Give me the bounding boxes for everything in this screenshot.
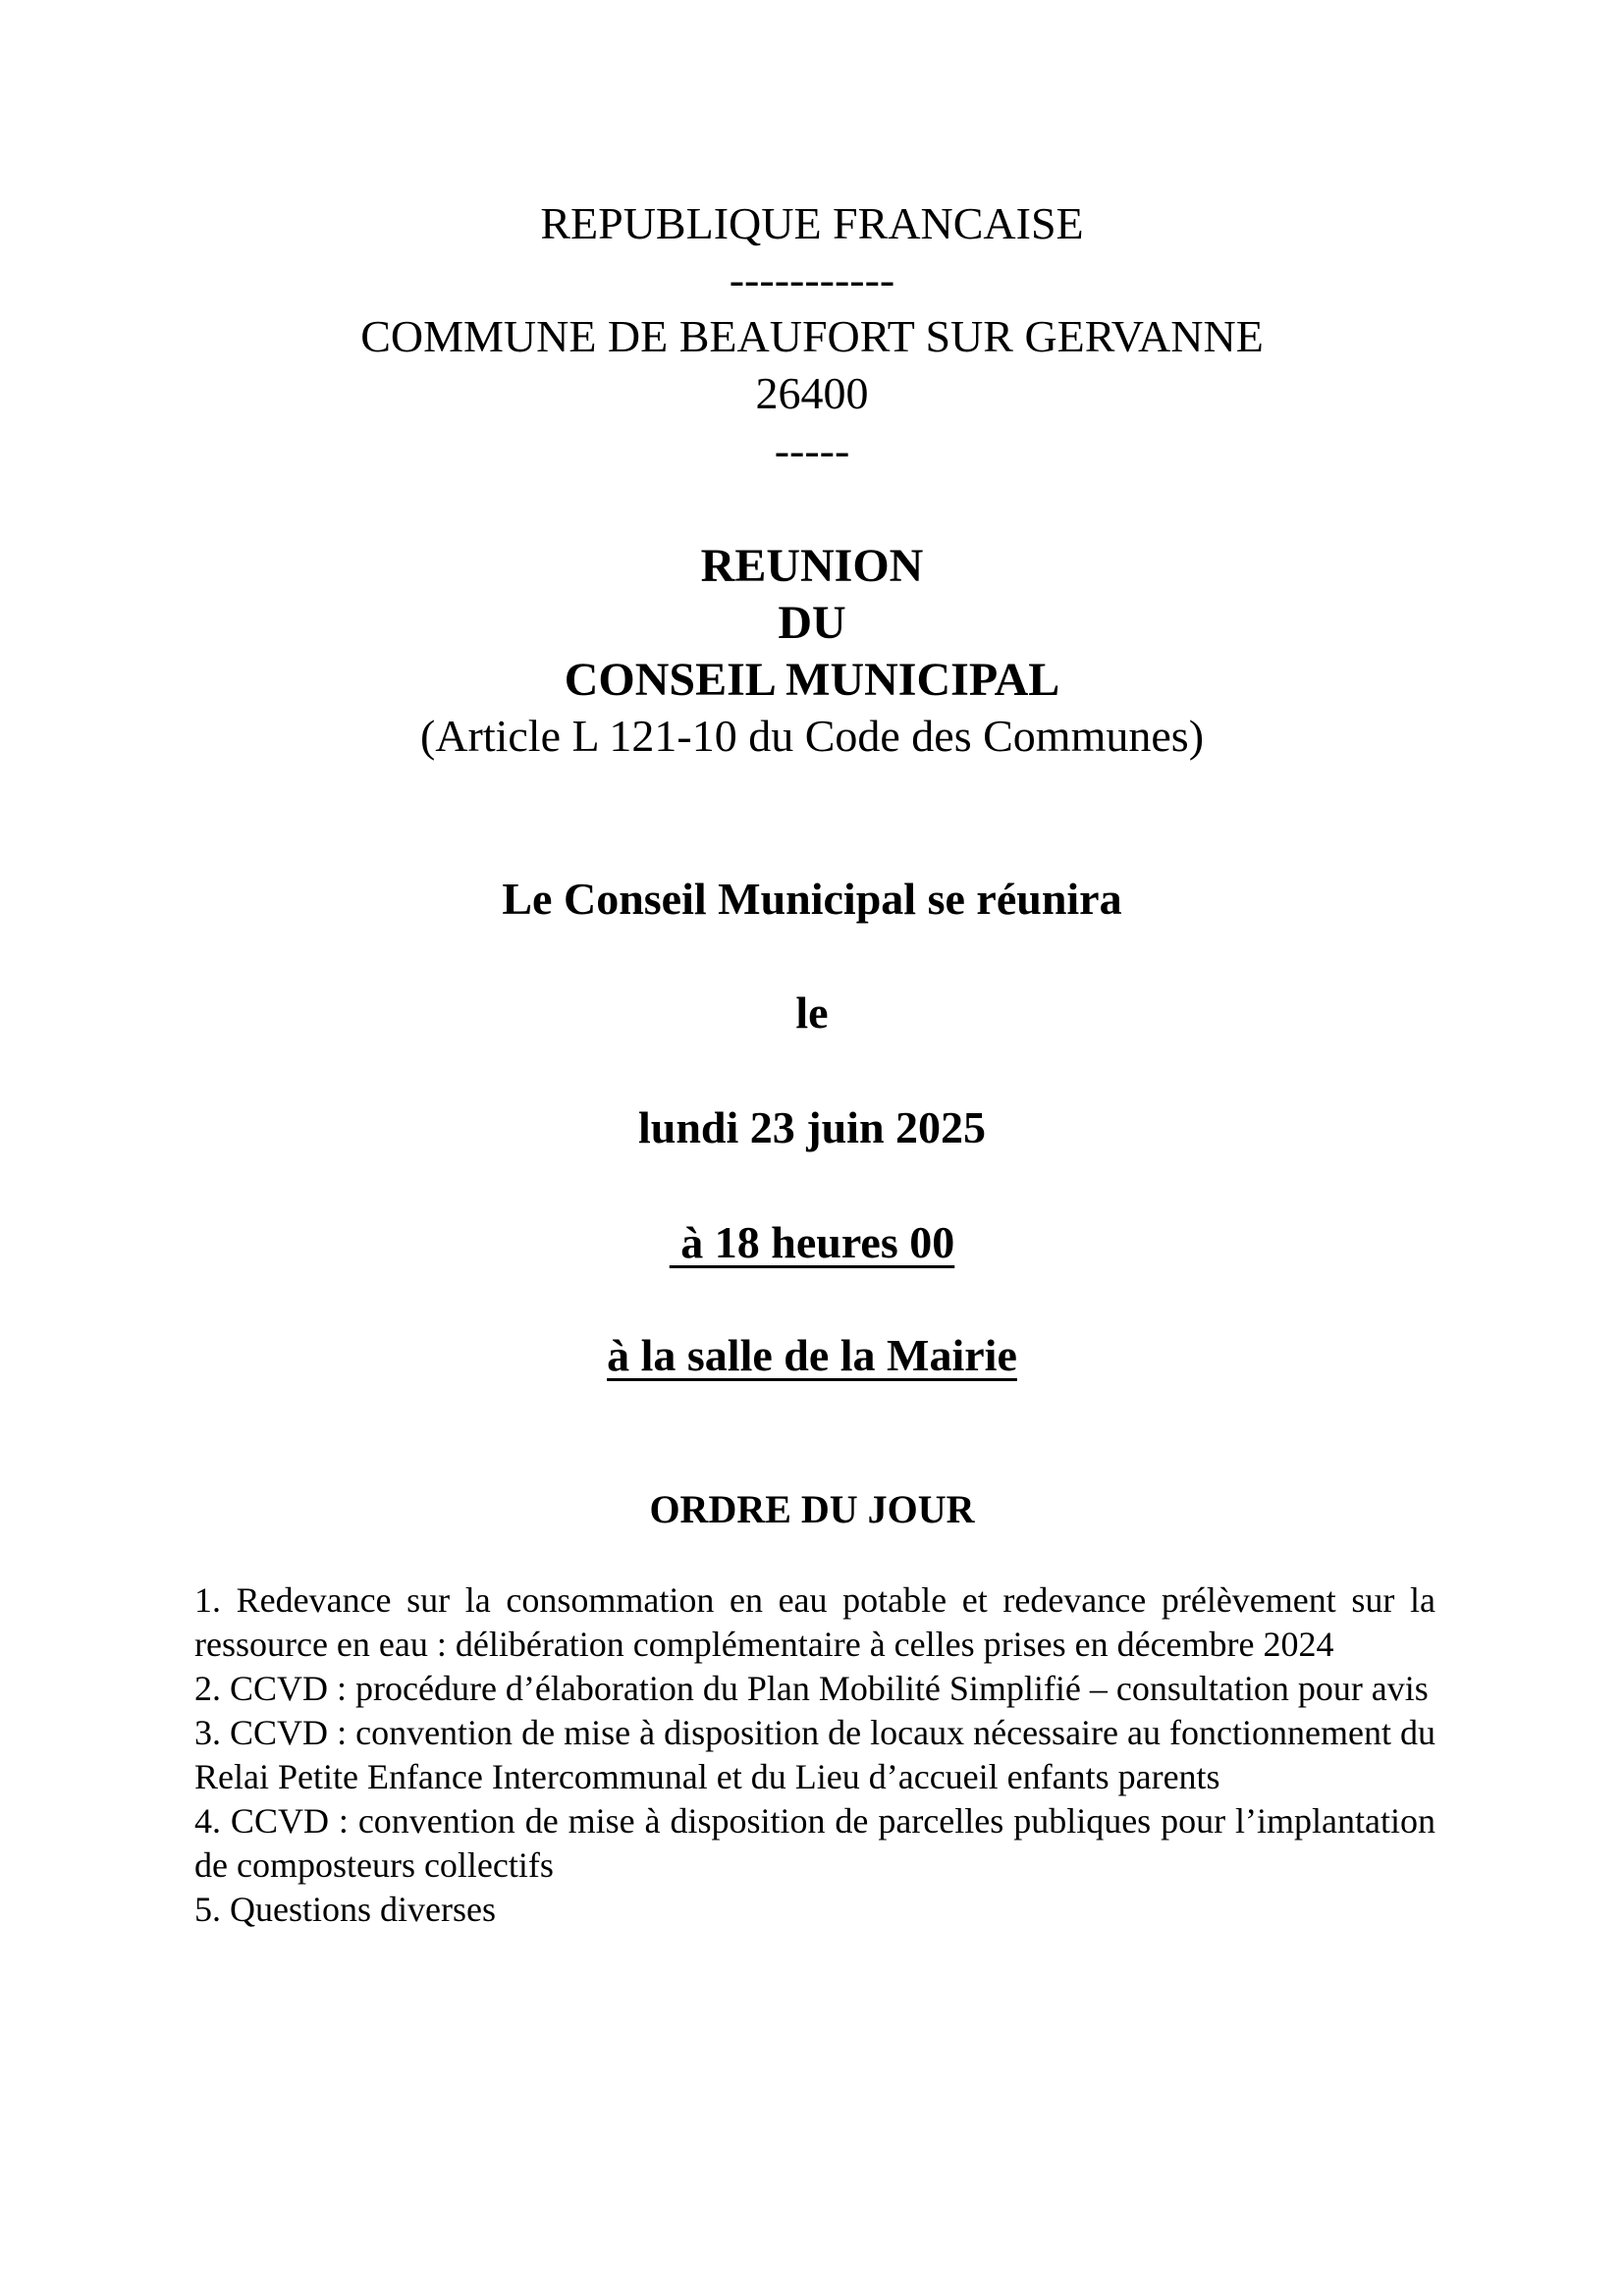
meeting-location: [0, 1330, 1624, 1380]
meeting-le: le: [795, 988, 829, 1038]
agenda-item: 5. Questions diverses: [194, 1890, 496, 1929]
agenda-list: [194, 1578, 1435, 1932]
title-line-reunion: REUNION: [700, 540, 924, 592]
commune-heading: COMMUNE DE BEAUFORT SUR GERVANNE: [360, 311, 1264, 361]
agenda-item: 3. CCVD : convention de mise à disposition de locaux nécessaire au fonctionnement du Relai Petite Enfance Intercommunal et du Lieu d’accueil enfants parents: [194, 1713, 1435, 1796]
postal-code: 26400: [755, 368, 869, 418]
meeting-announcement: Le Conseil Municipal se réunira: [502, 874, 1122, 924]
country-heading: REPUBLIQUE FRANCAISE: [540, 198, 1084, 248]
agenda-heading: ORDRE DU JOUR: [649, 1487, 975, 1531]
agenda-item: 4. CCVD : convention de mise à disposition de parcelles publiques pour l’implantation de composteurs collectifs: [194, 1801, 1435, 1885]
agenda-item: 2. CCVD : procédure d’élaboration du Plan Mobilité Simplifié – consultation pour avis: [194, 1669, 1429, 1708]
agenda-item: 1. Redevance sur la consommation en eau potable et redevance prélèvement sur la ressource en eau : délibération complémentaire à celles prises en décembre 2024: [194, 1580, 1435, 1664]
title-line-du: DU: [778, 597, 846, 649]
meeting-time-text: à 18 heures 00: [669, 1217, 955, 1267]
header-separator-short: -----: [774, 425, 850, 475]
meeting-location-text: à la salle de la Mairie: [607, 1330, 1017, 1380]
meeting-time: [0, 1217, 1624, 1267]
title-line-conseil-municipal: CONSEIL MUNICIPAL: [564, 654, 1060, 706]
meeting-date: lundi 23 juin 2025: [637, 1102, 987, 1152]
legal-reference: (Article L 121-10 du Code des Communes): [419, 711, 1205, 761]
header-separator-long: -----------: [729, 254, 895, 304]
